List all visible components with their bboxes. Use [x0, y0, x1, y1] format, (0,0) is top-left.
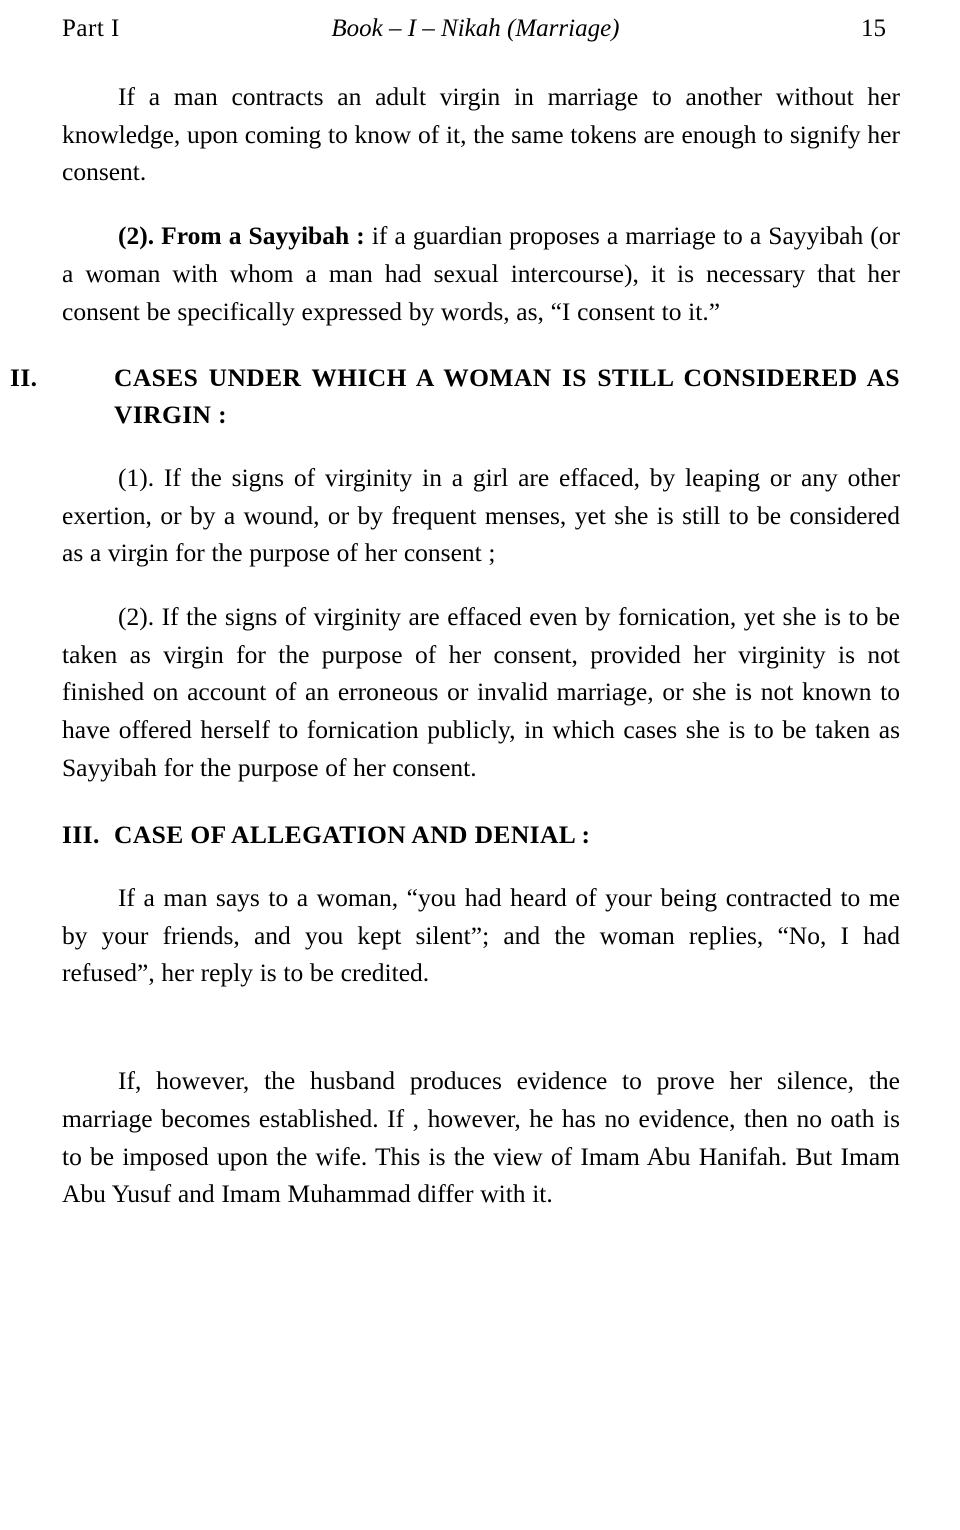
section-heading-iii-numeral: III.: [62, 819, 100, 849]
running-head: [62, 14, 900, 44]
paragraph-sayyibah-label: (2). From a Sayyibah :: [118, 221, 365, 251]
section-heading-ii-numeral: II.: [10, 363, 38, 393]
paragraph-iii-2: If, however, the husband produces evidence to prove her silence, the marriage becomes established. If , however, he has no evidence, then no oath is to be imposed upon the wife. This is the view of Imam Abu Hanifah. But Imam Abu Yusuf and Imam Muhammad differ with it.: [62, 1066, 900, 1209]
paragraph-sayyibah: [62, 217, 900, 330]
paragraph-intro: If a man contracts an adult virgin in marriage to another without her knowledge, upon coming to know of it, the same tokens are enough to signify her consent.: [62, 82, 900, 187]
section-heading-iii: [62, 817, 900, 853]
paragraph-ii-1: (1). If the signs of virginity in a girl are effaced, by leaping or any other exertion, or by a wound, or by frequent menses, yet she is still to be considered as a virgin for the purpose of her consent ;: [62, 462, 900, 568]
paragraph-ii-2: (2). If the signs of virginity are effaced even by fornication, yet she is to be taken as virgin for the purpose of her consent, provided her virginity is not finished on account of an erroneous or invalid marriage, or she is not known to have offered herself to fornication publicly, in which cases she is to be taken as Sayyibah for the purpose of her consent.: [62, 602, 900, 782]
header-book-title: Book – I – Nikah (Marriage): [331, 15, 620, 42]
section-heading-ii-text: CASES UNDER WHICH A WOMAN IS STILL CONSIDERED AS VIRGIN :: [114, 363, 900, 429]
paragraph-spacer: [62, 1018, 900, 1062]
header-part-label: Part I: [62, 15, 120, 42]
section-heading-ii: [10, 360, 900, 432]
paragraph-sayyibah-text: if a guardian proposes a marriage to a Sayyibah (or a woman with whom a man had sexual intercourse), it is necessary that her consent be specifically expressed by words, as, “I consent to it.”: [62, 221, 901, 326]
page-number: 15: [861, 15, 886, 42]
section-heading-iii-text: CASE OF ALLEGATION AND DENIAL :: [114, 819, 591, 849]
paragraph-iii-1: If a man says to a woman, “you had heard of your being contracted to me by your friends, and you kept silent”; and the woman replies, “No, I had refused”, her reply is to be credited.: [62, 882, 900, 988]
